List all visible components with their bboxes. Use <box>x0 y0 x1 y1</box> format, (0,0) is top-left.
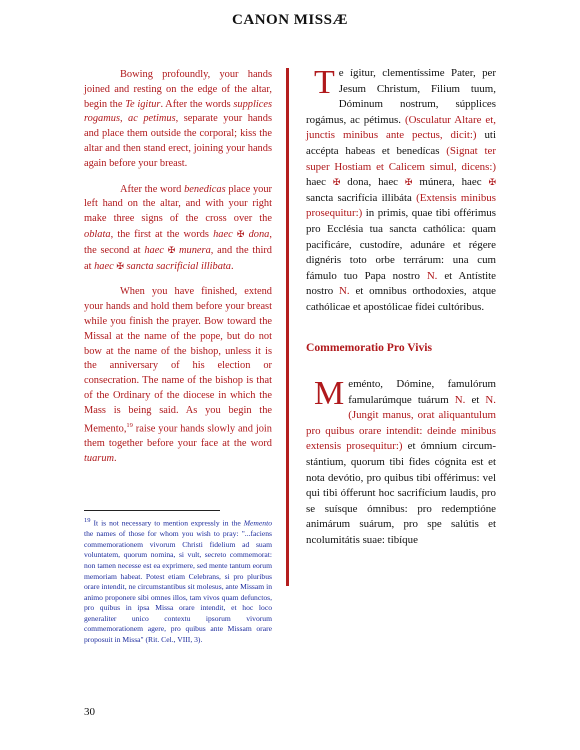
cross-icon: ✠ <box>332 177 341 188</box>
rubric-column <box>84 68 272 477</box>
rubric-paragraph-2: After the word benedicas place your left hand on the altar, and with your right make three signs of the cross over the oblata, the first at the words haec ✠ dona, the second at haec ✠ munera, and the third at haec ✠ sancta sacrificial illibata. <box>84 183 273 272</box>
prayer-column <box>306 66 496 549</box>
rubric-paragraph-1: Bowing profoundly, your hands joined and resting on the edge of the altar, begin the Te igitur. After the words supplices rogamus, ac petimus, separate your hands and place them outside the corporal; kiss the altar and then stand erect, joining your hands again before your breast. <box>84 69 272 169</box>
cross-icon: ✠ <box>116 260 124 271</box>
footnote: $^{19}$ It is not necessary to mention expressly in the Memento the names of those for whom you wish to pray: "...faciens commemorationem vivorum Christi fidelium ad suam voluntatem, quorum nomina, si vult, secreto commemorat: non tamen necesse est ea exprimere, sed mente tantum eorum memoriam habeat. Potest etiam Celebrans, si pro pluribus orare intendit, ne circumstantibus sit molesus, ante Missam in animo proponere sibi omnes illos, tam vivos quam defunctos, pro quibus in ipsa Missa orare intendit, et hoc loco generaliter unico contextu ipsorum vivorum commemorationem agere, pro quibus ante Missam orare proposuit in Missa" (Rit. Cel., VIII, 3). <box>84 517 272 645</box>
cross-icon: ✠ <box>488 177 496 188</box>
te-igitur-paragraph: Te ígitur, clementíssime Pater, per Jesum Christum, Filium tuum, Dóminum nostrum, súpplices rogámus, ac pétimus. (Osculatur Altare et, junctis minibus ante pectus, dicit:) uti accépta habeas et benedícas (Signat ter super Hostiam et Calicem simul, dicens:) haec ✠ dona, haec ✠ múnera, haec ✠ sancta sacrifícia illibáta (Extensis minibus prosequitur:) in primis, quae tibi offérimus pro Ecclésia tua sancta cathólica: quam pacificáre, custodíre, adunáre et régere dignéris toto orbe terrárum: una cum fámulo tuo Papa nostro N. et Antístite nostro N. et omnibus orthodoxies, atque cathólicae et apostólicae fídei cultóribus. <box>306 64 496 313</box>
memento-paragraph: Meménto, Dómine, famulórum famularúmque tuárum N. et N. (Jungit manus, orat aliquantulum pro quibus orare intendit: deinde minibus extensis prosequitur:) et ómnium circum-stántium, quorum tibi fides cógnita est et nota devótio, pro quibus tibi offérimus: vel qui tibi ófferunt hoc sacrifícium laudis, pro se suísque ómnibus: pro redemptióne animárum suárum, pro spe salútis et ncolumitátis suae: tibíque <box>306 375 496 547</box>
page-title: CANON MISSÆ <box>232 12 348 28</box>
column-divider <box>286 68 289 586</box>
cross-icon: ✠ <box>236 228 245 239</box>
footnote-reference: 19 <box>126 421 133 429</box>
page-number: 30 <box>84 706 95 718</box>
footnote-rule <box>84 510 220 511</box>
cross-icon: ✠ <box>404 177 413 188</box>
drop-cap-t: T <box>314 64 335 101</box>
rubric-paragraph-3: When you have finished, extend your hands and hold them before your breast while you finish the prayer. Bow toward the Missal at the name of the pope, but do not bow at the name of the bishop, unless it is the anniversary of his election or consecration. The name of the bishop is that of the Ordinary of the diocese in which the Mass is being said. As you begin the Memento,$^{19}$ raise your hands slowly and join them together before your face at the word tuarum. <box>84 286 272 464</box>
section-heading: Commemoratio Pro Vivis <box>306 340 433 354</box>
cross-icon: ✠ <box>167 244 176 255</box>
drop-cap-m: M <box>314 375 345 413</box>
